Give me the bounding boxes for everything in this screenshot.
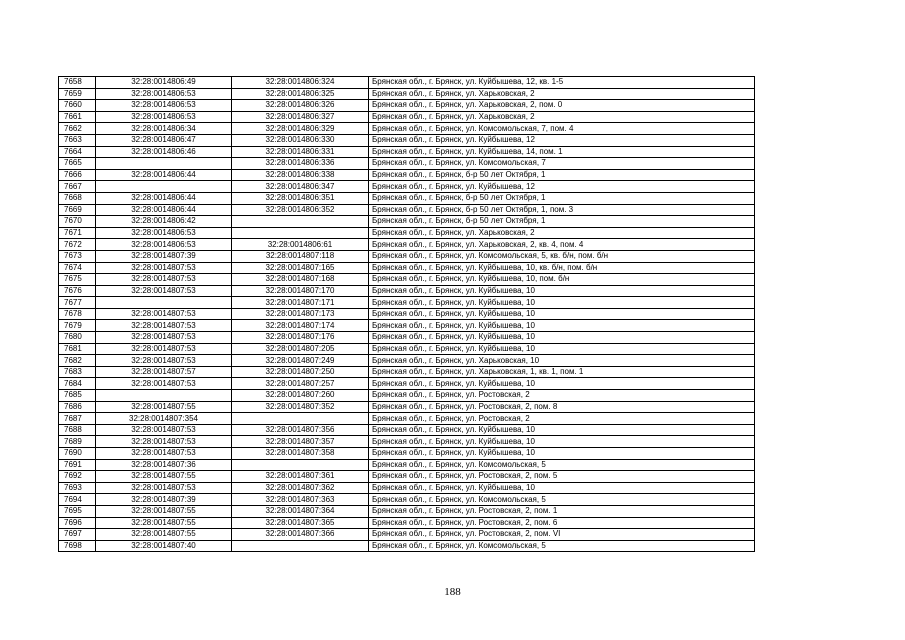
cadastral-number-cell: [232, 216, 369, 228]
cadastral-number-cell: 32:28:0014806:329: [232, 123, 369, 135]
row-number-cell: 7695: [59, 505, 96, 517]
table-row: [59, 100, 755, 112]
address-cell: Брянская обл., г. Брянск, ул. Куйбышева, 10, пом. б/н: [369, 274, 755, 286]
parent-cadastral-number-cell: 32:28:0014806:53: [96, 239, 232, 251]
cadastral-number-cell: 32:28:0014806:325: [232, 88, 369, 100]
row-number-cell: 7677: [59, 297, 96, 309]
row-number-cell: 7684: [59, 378, 96, 390]
address-cell: Брянская обл., г. Брянск, ул. Ростовская, 2: [369, 390, 755, 402]
address-cell: Брянская обл., г. Брянск, б-р 50 лет Октября, 1: [369, 216, 755, 228]
row-number-cell: 7691: [59, 459, 96, 471]
address-cell: Брянская обл., г. Брянск, ул. Куйбышева, 10: [369, 320, 755, 332]
cadastral-number-cell: 32:28:0014806:336: [232, 158, 369, 170]
cadastral-number-cell: 32:28:0014807:366: [232, 529, 369, 541]
parent-cadastral-number-cell: 32:28:0014807:53: [96, 343, 232, 355]
address-cell: Брянская обл., г. Брянск, ул. Куйбышева, 10: [369, 436, 755, 448]
table-row: [59, 134, 755, 146]
table-row: [59, 111, 755, 123]
table-row: [59, 123, 755, 135]
table-row: [59, 274, 755, 286]
parent-cadastral-number-cell: 32:28:0014807:53: [96, 332, 232, 344]
address-cell: Брянская обл., г. Брянск, ул. Куйбышева, 10: [369, 448, 755, 460]
address-cell: Брянская обл., г. Брянск, ул. Куйбышева, 14, пом. 1: [369, 146, 755, 158]
cadastral-number-cell: 32:28:0014807:170: [232, 285, 369, 297]
parent-cadastral-number-cell: [96, 181, 232, 193]
table-row: [59, 482, 755, 494]
table-row: [59, 343, 755, 355]
row-number-cell: 7694: [59, 494, 96, 506]
parent-cadastral-number-cell: 32:28:0014806:49: [96, 77, 232, 89]
address-cell: Брянская обл., г. Брянск, ул. Ростовская, 2: [369, 413, 755, 425]
cadastral-number-cell: 32:28:0014807:249: [232, 355, 369, 367]
table-row: [59, 169, 755, 181]
table-row: [59, 378, 755, 390]
parent-cadastral-number-cell: 32:28:0014807:53: [96, 355, 232, 367]
address-cell: Брянская обл., г. Брянск, б-р 50 лет Октября, 1: [369, 169, 755, 181]
parent-cadastral-number-cell: 32:28:0014807:53: [96, 274, 232, 286]
cadastral-number-cell: [232, 459, 369, 471]
address-cell: Брянская обл., г. Брянск, ул. Куйбышева, 10: [369, 482, 755, 494]
parent-cadastral-number-cell: 32:28:0014806:42: [96, 216, 232, 228]
table-row: [59, 505, 755, 517]
row-number-cell: 7664: [59, 146, 96, 158]
cadastral-number-cell: 32:28:0014807:176: [232, 332, 369, 344]
parent-cadastral-number-cell: 32:28:0014807:53: [96, 448, 232, 460]
parent-cadastral-number-cell: 32:28:0014807:57: [96, 366, 232, 378]
row-number-cell: 7670: [59, 216, 96, 228]
row-number-cell: 7690: [59, 448, 96, 460]
cadastral-number-cell: 32:28:0014806:352: [232, 204, 369, 216]
row-number-cell: 7678: [59, 308, 96, 320]
table-row: [59, 355, 755, 367]
cadastral-number-cell: 32:28:0014807:250: [232, 366, 369, 378]
parent-cadastral-number-cell: 32:28:0014807:53: [96, 378, 232, 390]
address-cell: Брянская обл., г. Брянск, ул. Комсомольская, 5: [369, 459, 755, 471]
address-cell: Брянская обл., г. Брянск, ул. Харьковская, 2, кв. 4, пом. 4: [369, 239, 755, 251]
table-row: [59, 413, 755, 425]
cadastral-number-cell: 32:28:0014807:257: [232, 378, 369, 390]
cadastral-number-cell: 32:28:0014806:331: [232, 146, 369, 158]
parent-cadastral-number-cell: 32:28:0014807:55: [96, 401, 232, 413]
row-number-cell: 7689: [59, 436, 96, 448]
row-number-cell: 7662: [59, 123, 96, 135]
address-cell: Брянская обл., г. Брянск, ул. Ростовская, 2, пом. 6: [369, 517, 755, 529]
row-number-cell: 7692: [59, 471, 96, 483]
row-number-cell: 7672: [59, 239, 96, 251]
table-row: [59, 227, 755, 239]
table-row: [59, 250, 755, 262]
parent-cadastral-number-cell: 32:28:0014807:53: [96, 285, 232, 297]
row-number-cell: 7668: [59, 192, 96, 204]
row-number-cell: 7666: [59, 169, 96, 181]
row-number-cell: 7680: [59, 332, 96, 344]
table-row: [59, 146, 755, 158]
cadastral-number-cell: 32:28:0014806:326: [232, 100, 369, 112]
row-number-cell: 7663: [59, 134, 96, 146]
table-row: [59, 424, 755, 436]
table-row: [59, 436, 755, 448]
address-cell: Брянская обл., г. Брянск, ул. Куйбышева, 10: [369, 343, 755, 355]
cadastral-number-cell: 32:28:0014806:351: [232, 192, 369, 204]
table-row: [59, 204, 755, 216]
table-row: [59, 332, 755, 344]
row-number-cell: 7697: [59, 529, 96, 541]
cadastral-number-cell: 32:28:0014807:165: [232, 262, 369, 274]
parent-cadastral-number-cell: 32:28:0014807:53: [96, 262, 232, 274]
row-number-cell: 7686: [59, 401, 96, 413]
parent-cadastral-number-cell: 32:28:0014806:46: [96, 146, 232, 158]
cadastral-number-cell: 32:28:0014806:338: [232, 169, 369, 181]
address-cell: Брянская обл., г. Брянск, ул. Комсомольская, 7, пом. 4: [369, 123, 755, 135]
cadastral-number-cell: [232, 227, 369, 239]
address-cell: Брянская обл., г. Брянск, ул. Ростовская, 2, пом. 5: [369, 471, 755, 483]
cadastral-number-cell: 32:28:0014807:364: [232, 505, 369, 517]
table-row: [59, 320, 755, 332]
table-row: [59, 158, 755, 170]
table-row: [59, 181, 755, 193]
address-cell: Брянская обл., г. Брянск, ул. Ростовская, 2, пом. VI: [369, 529, 755, 541]
table-body: [59, 77, 755, 552]
row-number-cell: 7683: [59, 366, 96, 378]
row-number-cell: 7673: [59, 250, 96, 262]
address-cell: Брянская обл., г. Брянск, ул. Харьковская, 2: [369, 227, 755, 239]
parent-cadastral-number-cell: 32:28:0014807:55: [96, 529, 232, 541]
parent-cadastral-number-cell: 32:28:0014807:55: [96, 505, 232, 517]
address-cell: Брянская обл., г. Брянск, ул. Харьковская, 2: [369, 88, 755, 100]
row-number-cell: 7669: [59, 204, 96, 216]
table-row: [59, 239, 755, 251]
cadastral-number-cell: 32:28:0014807:260: [232, 390, 369, 402]
parent-cadastral-number-cell: 32:28:0014807:354: [96, 413, 232, 425]
address-cell: Брянская обл., г. Брянск, ул. Харьковская, 1, кв. 1, пом. 1: [369, 366, 755, 378]
table-row: [59, 517, 755, 529]
parent-cadastral-number-cell: 32:28:0014807:55: [96, 517, 232, 529]
row-number-cell: 7682: [59, 355, 96, 367]
row-number-cell: 7658: [59, 77, 96, 89]
address-cell: Брянская обл., г. Брянск, ул. Харьковская, 10: [369, 355, 755, 367]
parent-cadastral-number-cell: [96, 158, 232, 170]
cadastral-number-cell: 32:28:0014807:357: [232, 436, 369, 448]
table-row: [59, 448, 755, 460]
address-cell: Брянская обл., г. Брянск, ул. Куйбышева, 10: [369, 308, 755, 320]
row-number-cell: 7698: [59, 540, 96, 552]
table-row: [59, 77, 755, 89]
cadastral-number-cell: 32:28:0014806:61: [232, 239, 369, 251]
cadastral-number-cell: 32:28:0014806:324: [232, 77, 369, 89]
row-number-cell: 7676: [59, 285, 96, 297]
row-number-cell: 7688: [59, 424, 96, 436]
cadastral-number-cell: 32:28:0014807:352: [232, 401, 369, 413]
parent-cadastral-number-cell: 32:28:0014807:53: [96, 308, 232, 320]
parent-cadastral-number-cell: 32:28:0014807:39: [96, 494, 232, 506]
address-cell: Брянская обл., г. Брянск, ул. Ростовская, 2, пом. 8: [369, 401, 755, 413]
address-cell: Брянская обл., г. Брянск, ул. Куйбышева, 10: [369, 424, 755, 436]
address-cell: Брянская обл., г. Брянск, ул. Куйбышева, 10: [369, 285, 755, 297]
table-row: [59, 216, 755, 228]
address-cell: Брянская обл., г. Брянск, ул. Комсомольская, 5, кв. б/н, пом. б/н: [369, 250, 755, 262]
parent-cadastral-number-cell: 32:28:0014806:47: [96, 134, 232, 146]
parent-cadastral-number-cell: 32:28:0014806:34: [96, 123, 232, 135]
cadastral-number-cell: 32:28:0014807:358: [232, 448, 369, 460]
table-row: [59, 366, 755, 378]
cadastral-number-cell: [232, 540, 369, 552]
address-cell: Брянская обл., г. Брянск, б-р 50 лет Октября, 1, пом. 3: [369, 204, 755, 216]
parent-cadastral-number-cell: 32:28:0014807:53: [96, 424, 232, 436]
row-number-cell: 7661: [59, 111, 96, 123]
table-row: [59, 308, 755, 320]
table-row: [59, 88, 755, 100]
cadastral-number-cell: 32:28:0014806:330: [232, 134, 369, 146]
cadastral-number-cell: 32:28:0014807:365: [232, 517, 369, 529]
address-cell: Брянская обл., г. Брянск, ул. Харьковская, 2, пом. 0: [369, 100, 755, 112]
cadastral-number-cell: 32:28:0014807:205: [232, 343, 369, 355]
cadastral-number-cell: 32:28:0014807:362: [232, 482, 369, 494]
parent-cadastral-number-cell: 32:28:0014807:55: [96, 471, 232, 483]
table-row: [59, 390, 755, 402]
row-number-cell: 7687: [59, 413, 96, 425]
cadastral-number-cell: 32:28:0014807:173: [232, 308, 369, 320]
address-cell: Брянская обл., г. Брянск, ул. Куйбышева, 12: [369, 134, 755, 146]
address-cell: Брянская обл., г. Брянск, ул. Куйбышева, 12: [369, 181, 755, 193]
row-number-cell: 7696: [59, 517, 96, 529]
address-cell: Брянская обл., г. Брянск, ул. Ростовская, 2, пом. 1: [369, 505, 755, 517]
address-cell: Брянская обл., г. Брянск, ул. Харьковская, 2: [369, 111, 755, 123]
cadastral-number-cell: [232, 413, 369, 425]
cadastral-number-cell: 32:28:0014807:174: [232, 320, 369, 332]
parent-cadastral-number-cell: [96, 297, 232, 309]
cadastral-number-cell: 32:28:0014807:361: [232, 471, 369, 483]
row-number-cell: 7679: [59, 320, 96, 332]
parent-cadastral-number-cell: 32:28:0014807:36: [96, 459, 232, 471]
table-row: [59, 471, 755, 483]
cadastral-number-cell: 32:28:0014807:171: [232, 297, 369, 309]
table-row: [59, 494, 755, 506]
row-number-cell: 7659: [59, 88, 96, 100]
row-number-cell: 7675: [59, 274, 96, 286]
address-cell: Брянская обл., г. Брянск, ул. Комсомольская, 5: [369, 540, 755, 552]
row-number-cell: 7674: [59, 262, 96, 274]
parent-cadastral-number-cell: 32:28:0014807:53: [96, 320, 232, 332]
parent-cadastral-number-cell: 32:28:0014806:44: [96, 192, 232, 204]
cadastral-number-cell: 32:28:0014806:327: [232, 111, 369, 123]
page-number: 188: [444, 586, 461, 598]
row-number-cell: 7667: [59, 181, 96, 193]
table-row: [59, 262, 755, 274]
parent-cadastral-number-cell: 32:28:0014807:53: [96, 436, 232, 448]
address-cell: Брянская обл., г. Брянск, ул. Куйбышева, 10: [369, 332, 755, 344]
row-number-cell: 7685: [59, 390, 96, 402]
parent-cadastral-number-cell: 32:28:0014806:53: [96, 88, 232, 100]
cadastral-number-cell: 32:28:0014807:168: [232, 274, 369, 286]
row-number-cell: 7671: [59, 227, 96, 239]
parent-cadastral-number-cell: 32:28:0014806:53: [96, 111, 232, 123]
parent-cadastral-number-cell: 32:28:0014806:44: [96, 204, 232, 216]
row-number-cell: 7693: [59, 482, 96, 494]
registry-table: [58, 76, 755, 552]
address-cell: Брянская обл., г. Брянск, ул. Куйбышева, 10: [369, 297, 755, 309]
cadastral-number-cell: 32:28:0014807:363: [232, 494, 369, 506]
parent-cadastral-number-cell: [96, 390, 232, 402]
table-row: [59, 540, 755, 552]
address-cell: Брянская обл., г. Брянск, ул. Куйбышева, 10: [369, 378, 755, 390]
table-row: [59, 285, 755, 297]
table-row: [59, 529, 755, 541]
address-cell: Брянская обл., г. Брянск, ул. Куйбышева, 12, кв. 1-5: [369, 77, 755, 89]
table-row: [59, 192, 755, 204]
address-cell: Брянская обл., г. Брянск, ул. Комсомольская, 7: [369, 158, 755, 170]
row-number-cell: 7660: [59, 100, 96, 112]
parent-cadastral-number-cell: 32:28:0014806:44: [96, 169, 232, 181]
table-row: [59, 297, 755, 309]
cadastral-number-cell: 32:28:0014807:118: [232, 250, 369, 262]
cadastral-number-cell: 32:28:0014807:356: [232, 424, 369, 436]
parent-cadastral-number-cell: 32:28:0014807:53: [96, 482, 232, 494]
row-number-cell: 7665: [59, 158, 96, 170]
table-row: [59, 459, 755, 471]
parent-cadastral-number-cell: 32:28:0014806:53: [96, 227, 232, 239]
parent-cadastral-number-cell: 32:28:0014807:39: [96, 250, 232, 262]
cadastral-number-cell: 32:28:0014806:347: [232, 181, 369, 193]
row-number-cell: 7681: [59, 343, 96, 355]
parent-cadastral-number-cell: 32:28:0014807:40: [96, 540, 232, 552]
parent-cadastral-number-cell: 32:28:0014806:53: [96, 100, 232, 112]
table-row: [59, 401, 755, 413]
address-cell: Брянская обл., г. Брянск, б-р 50 лет Октября, 1: [369, 192, 755, 204]
address-cell: Брянская обл., г. Брянск, ул. Комсомольская, 5: [369, 494, 755, 506]
address-cell: Брянская обл., г. Брянск, ул. Куйбышева, 10, кв. б/н, пом. б/н: [369, 262, 755, 274]
